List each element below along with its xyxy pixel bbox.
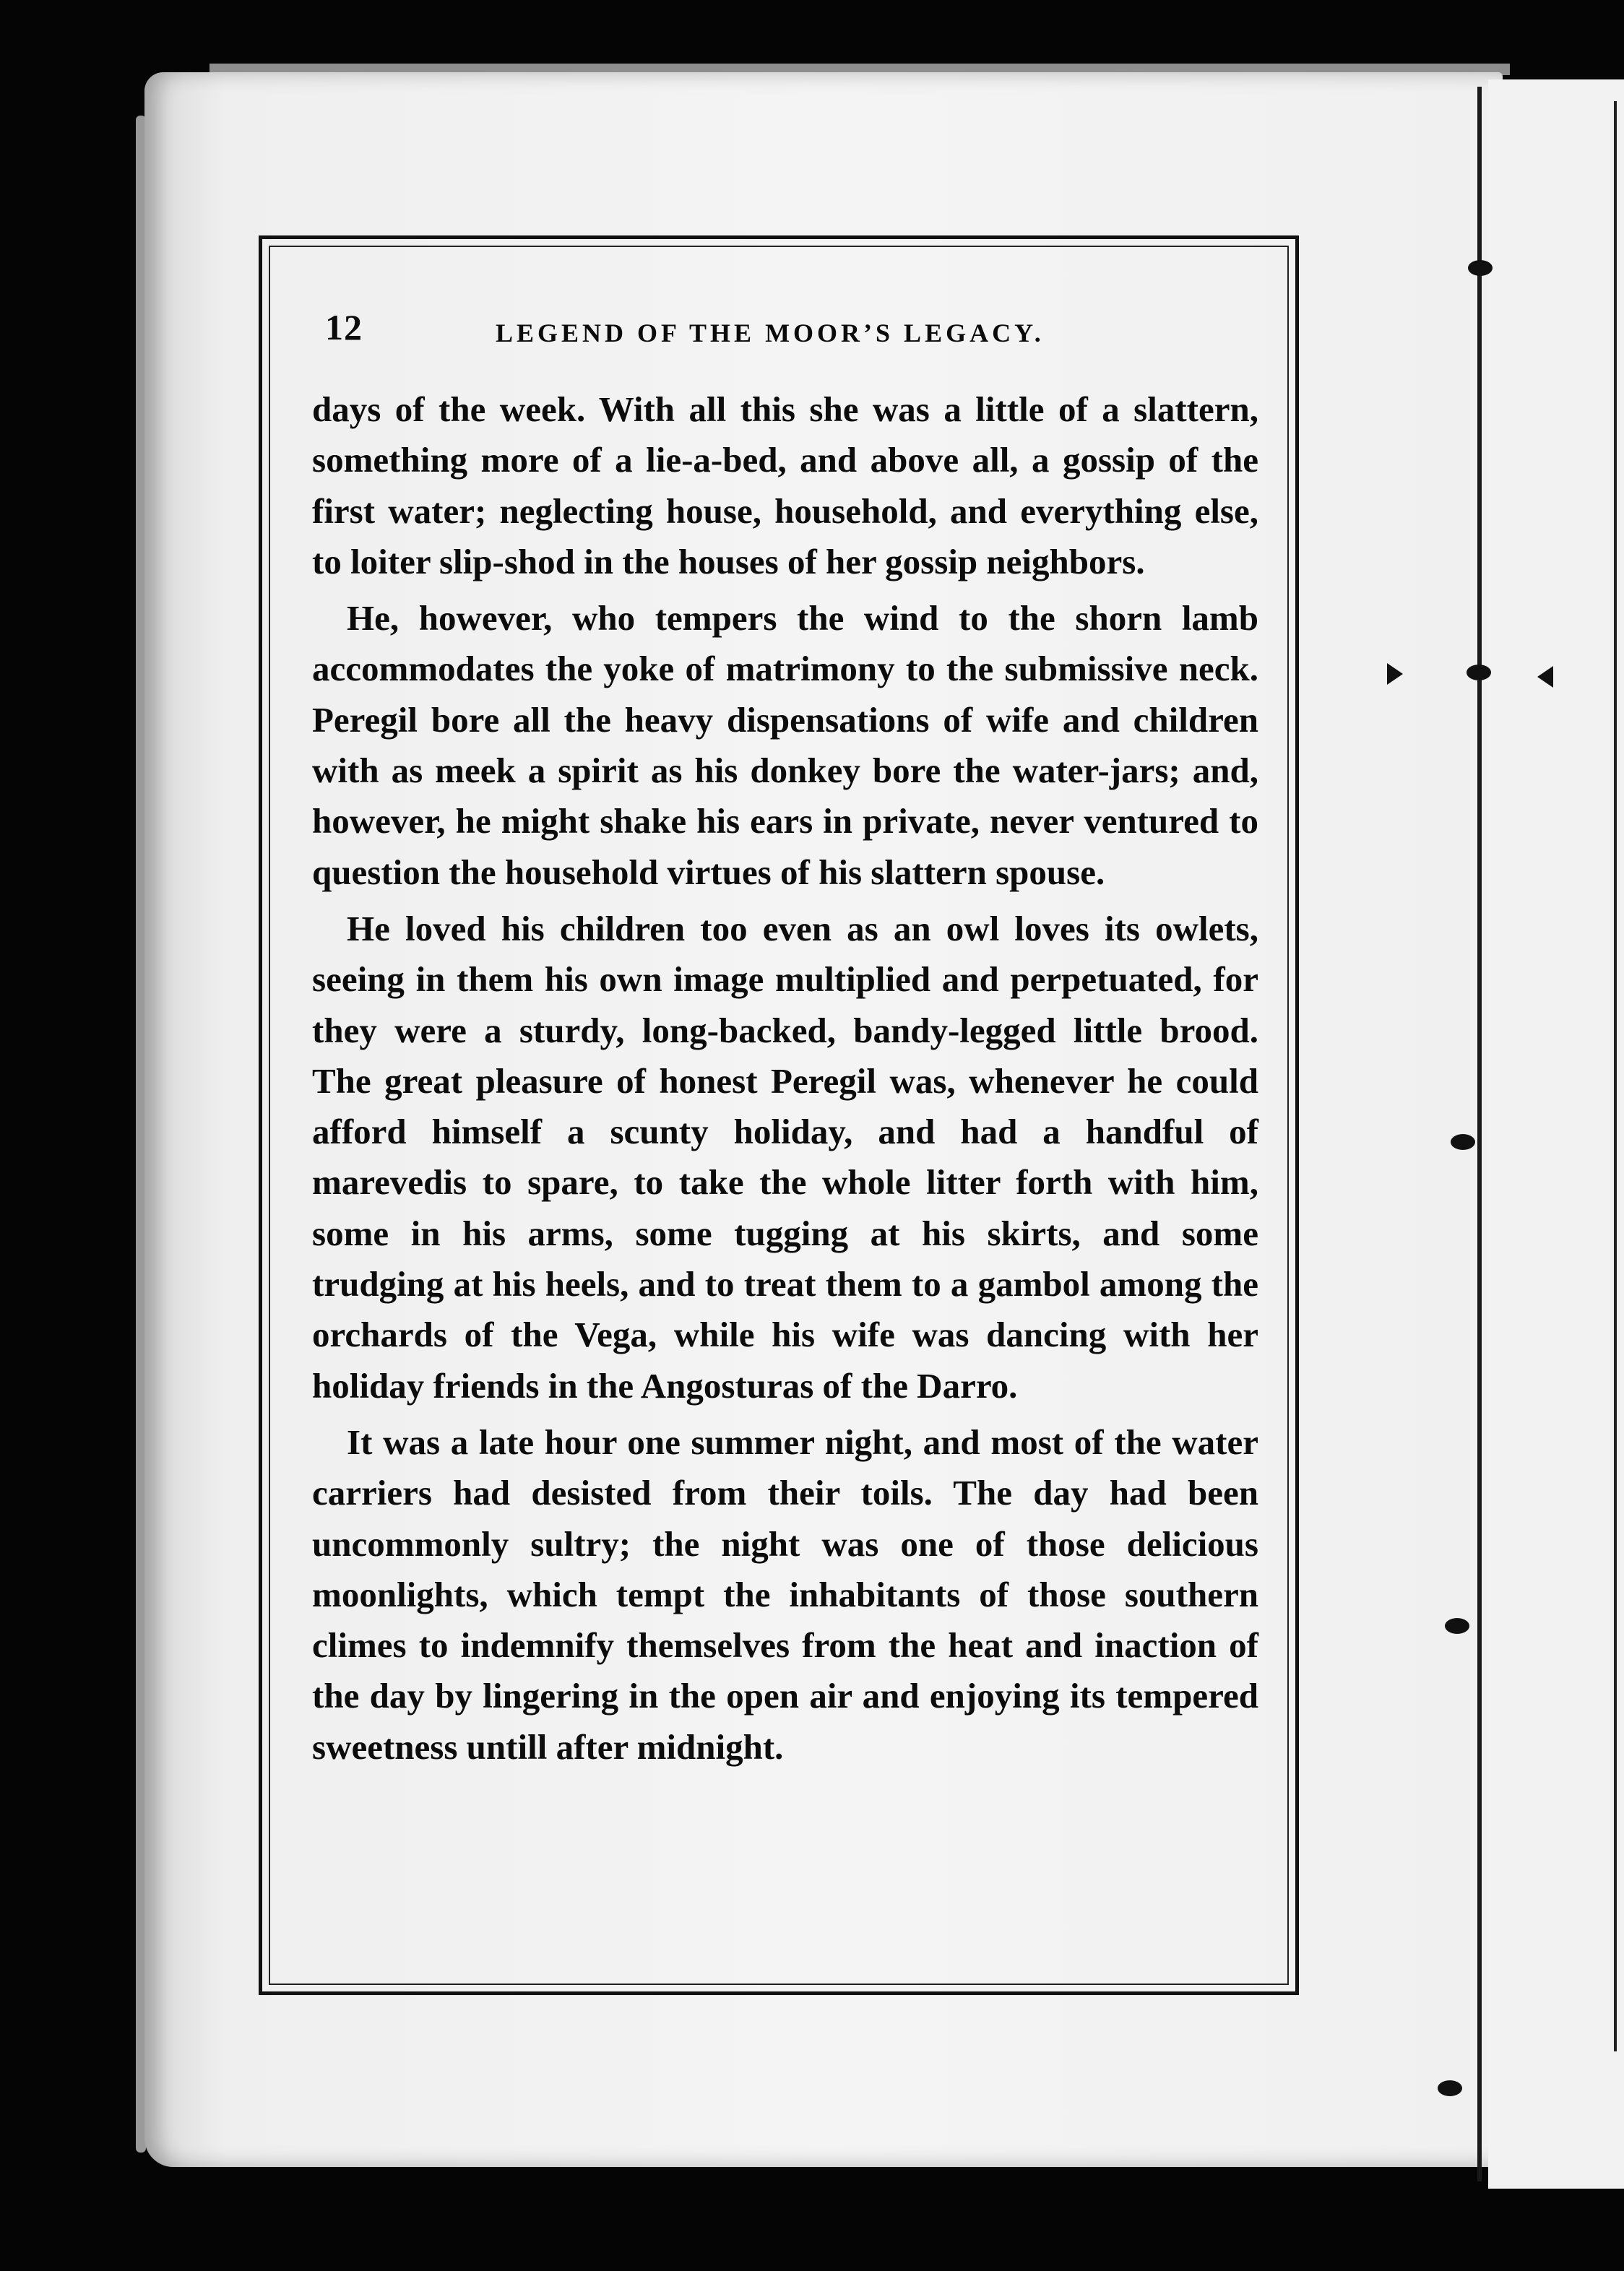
paragraph: He loved his children too even as an owl loves its owlets, seeing in them his own image multiplied and perpetuated, for they were a sturdy, long-backed, bandy-legged little brood. The great pleasure of honest Peregil was, whenever he could afford himself a scunty holiday, and had a handful of marevedis to spare, to take the whole litter forth with him, some in his arms, some tugging at his skirts, and some trudging at his heels, and to treat them to a gambol among the orchards of the Vega, while his wife was dancing with her holiday friends in the Angosturas of the Darro. — [312, 908, 1258, 1406]
page-header: LEGEND OF THE MOOR’S LEGACY. — [496, 319, 1045, 347]
running-head — [325, 306, 1271, 364]
spine-stitch — [1445, 1618, 1469, 1634]
paragraph: He, however, who tempers the wind to the shorn lamb accommodates the yoke of matrimony to the submissive neck. Peregil bore all the heavy dispensations of wife and children with as meek a spirit as his donkey bore the water-jars; and, however, he might shake his ears in private, never ventured to question the household virtues of his slattern spouse. — [312, 598, 1258, 892]
facing-page — [1488, 79, 1624, 2189]
book-spine — [1477, 87, 1482, 2181]
spine-stitch — [1451, 1134, 1475, 1150]
paragraph: It was a late hour one summer night, and most of the water carriers had desisted from their toils. The day had been uncommonly sultry; the night was one of those delicious moonlights, which tempt the inhabitants of those southern climes to indemnify themselves from the heat and inaction of the day by lingering in the open air and enjoying its tempered sweetness untill after midnight. — [312, 1422, 1258, 1767]
body-text — [312, 384, 1258, 1773]
spine-stitch — [1438, 2080, 1462, 2096]
spine-stitch — [1467, 665, 1491, 680]
spine-stitch — [1468, 260, 1493, 276]
facing-page-rule — [1614, 101, 1617, 2051]
page-number: 12 — [325, 307, 363, 347]
paragraph: days of the week. With all this she was a little of a slattern, something more of a lie-a-bed, and above all, a gossip of the first water; neglecting house, household, and everything else, to loiter slip-shod in the houses of her gossip neighbors. — [312, 389, 1258, 581]
